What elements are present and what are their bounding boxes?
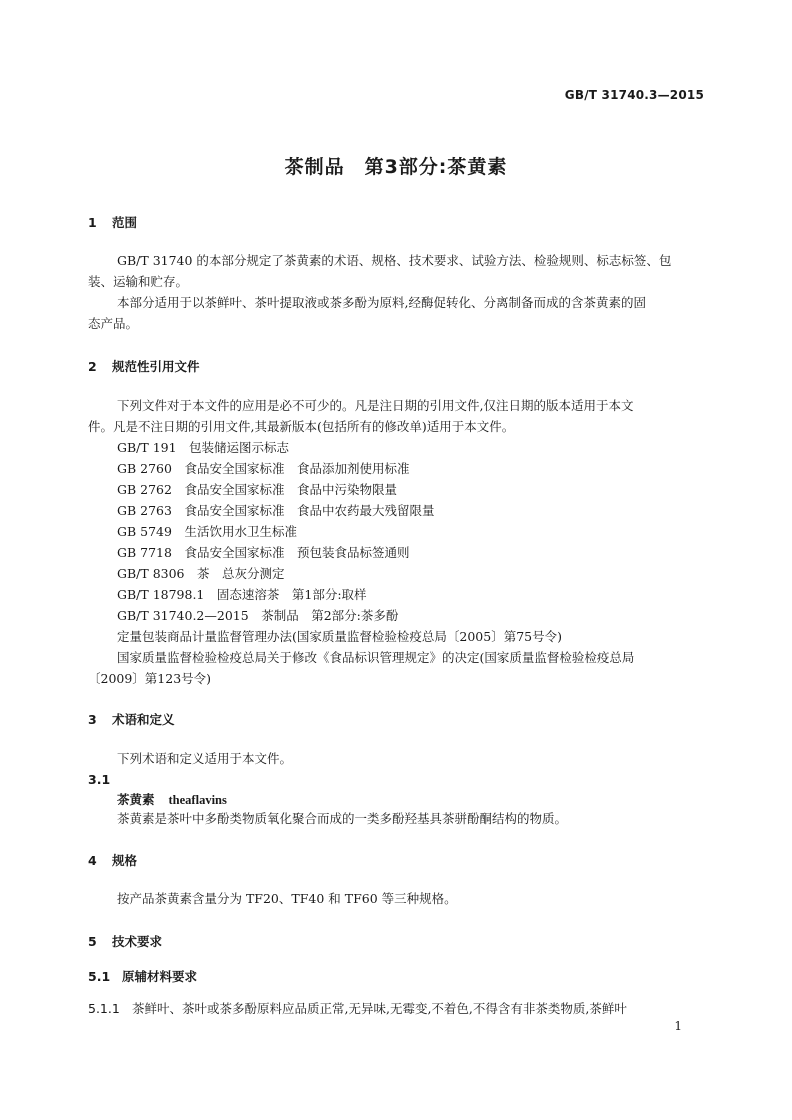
term-entry [117,790,227,808]
standard-code: GB/T 31740.3—2015 [564,88,704,102]
term-number: 3.1 [88,772,111,787]
paragraph-line: 下列术语和定义适用于本文件。 [117,751,293,766]
paragraph-line: 下列文件对于本文件的应用是必不可少的。凡是注日期的引用文件,仅注日期的版本适用于本文 [117,398,634,413]
paragraph-line: 件。凡是不注日期的引用文件,其最新版本(包括所有的修改单)适用于本文件。 [88,419,515,434]
subsection-heading [88,967,197,985]
term-definition: 茶黄素是茶叶中多酚类物质氧化聚合而成的一类多酚羟基具茶骈酚酮结构的物质。 [117,811,568,826]
reference-item: GB/T 191 包装储运图示标志 [117,440,290,455]
reference-item: GB 2763 食品安全国家标准 食品中农药最大残留限量 [117,503,435,518]
paragraph-line: 本部分适用于以茶鲜叶、茶叶提取液或茶多酚为原料,经酶促转化、分离制备而成的含茶黄素的固 [117,295,646,310]
reference-item: GB/T 31740.2—2015 茶制品 第2部分:茶多酚 [117,608,399,623]
section-number: 3 [88,712,97,727]
section-number: 2 [88,359,97,374]
clause-number: 5.1.1 [88,1001,120,1016]
section-number: 1 [88,215,97,230]
section-5-heading [88,932,162,950]
section-number: 5 [88,934,97,949]
section-4-heading [88,851,137,869]
subsection-title: 原辅材料要求 [122,969,198,984]
reference-item: 国家质量监督检验检疫总局关于修改《食品标识管理规定》的决定(国家质量监督检验检疫总局 [117,650,635,665]
section-number: 4 [88,853,97,868]
document-title: 茶制品 第3部分:茶黄素 [284,156,508,178]
clause-line [88,998,627,1019]
reference-item-continued: 〔2009〕第123号令) [88,671,212,686]
page-number: 1 [674,1019,682,1033]
section-title: 技术要求 [112,934,163,949]
reference-item: GB 2760 食品安全国家标准 食品添加剂使用标准 [117,461,410,476]
section-1-heading [88,213,137,231]
paragraph-line: 装、运输和贮存。 [88,274,189,289]
paragraph-line: 态产品。 [88,316,139,331]
reference-item: 定量包装商品计量监督管理办法(国家质量监督检验检疫总局〔2005〕第75号令) [117,629,562,644]
clause-text: 茶鲜叶、茶叶或茶多酚原料应品质正常,无异味,无霉变,不着色,不得含有非茶类物质,茶鲜叶 [132,1001,627,1016]
paragraph-line: GB/T 31740 的本部分规定了茶黄素的术语、规格、技术要求、试验方法、检验规则、标志标签、包 [117,253,672,268]
section-title: 规格 [112,853,138,868]
reference-item: GB/T 18798.1 固态速溶茶 第1部分:取样 [117,587,367,602]
reference-item: GB/T 8306 茶 总灰分测定 [117,566,285,581]
subsection-number: 5.1 [88,969,111,984]
term-english: theaflavins [168,793,227,807]
section-3-heading [88,710,175,728]
section-2-heading [88,357,200,375]
term-chinese: 茶黄素 [117,792,155,807]
section-title: 范围 [112,215,138,230]
paragraph-line: 按产品茶黄素含量分为 TF20、TF40 和 TF60 等三种规格。 [117,891,457,906]
reference-item: GB 7718 食品安全国家标准 预包装食品标签通则 [117,545,410,560]
section-title: 规范性引用文件 [112,359,200,374]
section-title: 术语和定义 [112,712,175,727]
reference-item: GB 5749 生活饮用水卫生标准 [117,524,297,539]
reference-item: GB 2762 食品安全国家标准 食品中污染物限量 [117,482,397,497]
